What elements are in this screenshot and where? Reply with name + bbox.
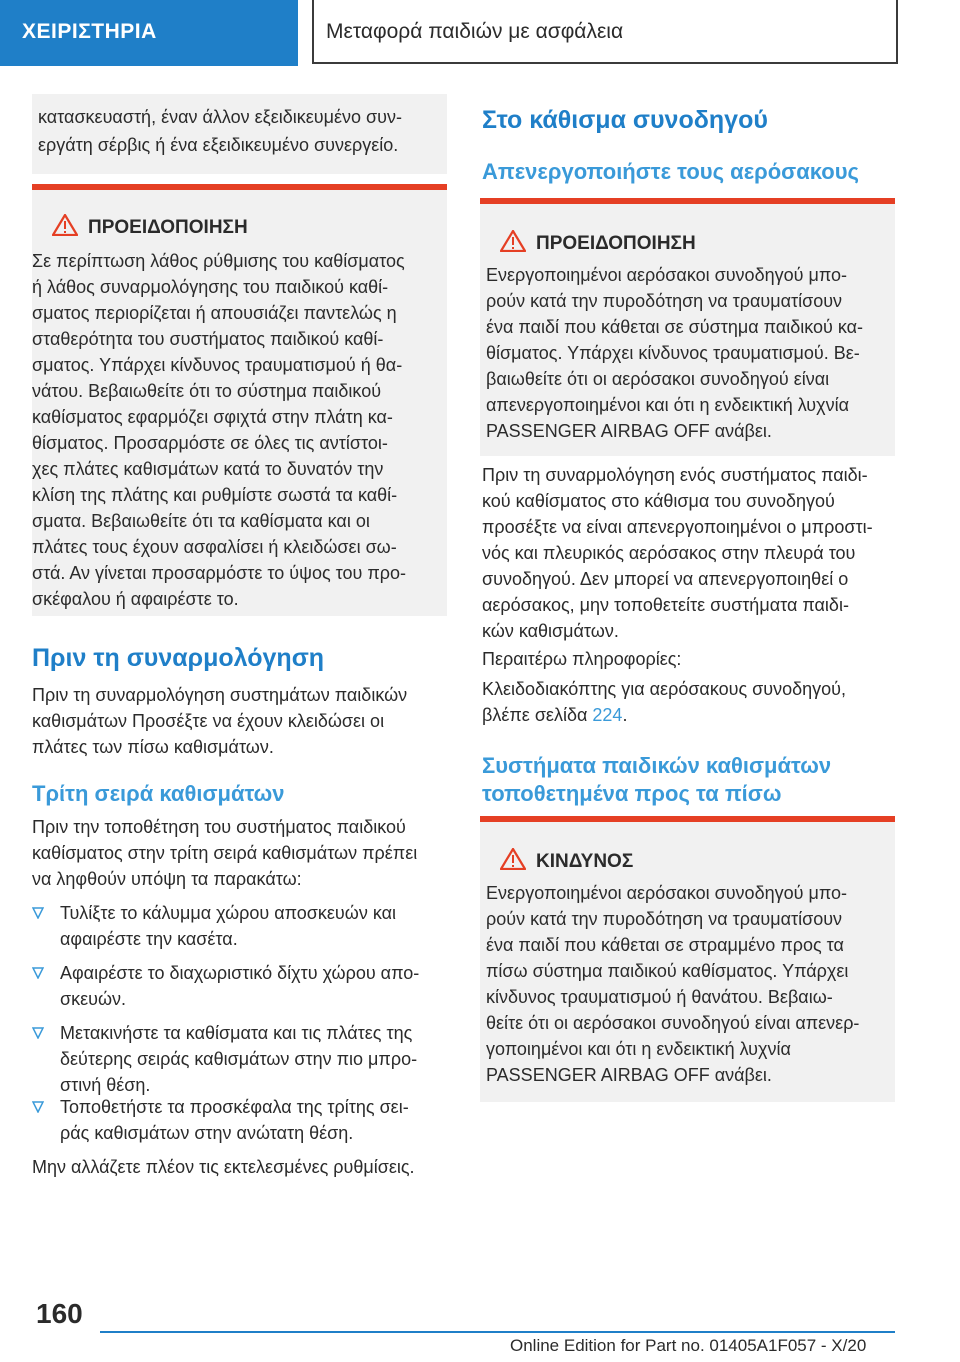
warning-line: θίσματος. Υπάρχει κίνδυνος τραυματισμού. Βε-: [486, 343, 860, 363]
body-line: προσέξτε να είναι απενεργοποιημένοι ο μπροστι-: [482, 517, 873, 537]
warning-triangle-icon: [52, 214, 78, 236]
warning-line: Σε περίπτωση λάθος ρύθμισης του καθίσματος: [32, 251, 405, 271]
heading-deactivate-airbags: Απενεργοποιήστε τους αερόσακους: [482, 159, 859, 184]
assembly-line-2: καθισμάτων Προσέξτε να έχουν κλειδώσει οι: [32, 711, 385, 731]
warning-triangle-icon: [500, 230, 526, 252]
switch-line-1: Κλειδοδιακόπτης για αερόσακους συνοδηγού,: [482, 679, 846, 699]
warning-line: χες πλάτες καθισμάτων κατά το δυνατόν την: [32, 459, 384, 479]
heading-rear-facing-1: Συστήματα παιδικών καθισμάτων: [482, 753, 832, 778]
third-row-line-1: Πριν την τοποθέτηση του συστήματος παιδικού: [32, 817, 406, 837]
warning-line: στά. Αν γίνεται προσαρμόστε το ύψος του προ-: [32, 563, 407, 583]
bullet-triangle-icon: [32, 907, 44, 919]
warning-line: κλίση της πλάτης και ρυθμίστε σωστά τα καθί-: [32, 485, 398, 505]
assembly-line-3: πλάτες των πίσω καθισμάτων.: [32, 737, 274, 757]
footer-divider: [100, 1331, 895, 1333]
page-number: 160: [36, 1298, 83, 1329]
warning-line: σματος. Υπάρχει κίνδυνος τραυματισμού ή θα-: [32, 355, 403, 375]
intro-line-2: εργάτη σέρβις ή ένα εξειδικευμένο συνεργείο.: [38, 135, 399, 155]
danger-line: PASSENGER AIRBAG OFF ανάβει.: [486, 1065, 772, 1085]
heading-rear-facing-2: τοποθετημένα προς τα πίσω: [482, 781, 782, 806]
page-reference-link[interactable]: 224: [592, 705, 623, 725]
warning-line: θίσματος. Προσαρμόστε σε όλες τις αντίστοι-: [32, 433, 388, 453]
switch-line-2: βλέπε σελίδα 224.: [482, 705, 628, 725]
warning-line: Ενεργοποιημένοι αερόσακοι συνοδηγού μπο-: [486, 265, 847, 285]
warning-line: σματος περιορίζεται ή απουσιάζει παντελώς η: [32, 303, 397, 323]
danger-line: γοποιημένοι και ότι η ενδεικτική λυχνία: [486, 1039, 791, 1059]
intro-line-1: κατασκευαστή, έναν άλλον εξειδικευμένο συν-: [38, 107, 402, 127]
warning-line: σματα. Βεβαιωθείτε ότι τα καθίσματα και οι: [32, 511, 370, 531]
warning-title: ΠΡΟΕΙΔΟΠΟΙΗΣΗ: [52, 214, 248, 239]
warning-line: νάτου. Βεβαιωθείτε ότι το σύστημα παιδικού: [32, 381, 382, 401]
heading-third-row: Τρίτη σειρά καθισμάτων: [32, 781, 285, 806]
warning-line: καθίσματος εφαρμόζει σφιχτά στην πλάτη κα-: [32, 407, 393, 427]
warning-line: απενεργοποιημένοι και ότι η ενδεικτική λυχνία: [486, 395, 849, 415]
danger-line: ρούν κατά την πυροδότηση να τραυματίσουν: [486, 909, 843, 929]
heading-before-assembly: Πριν τη συναρμολόγηση: [32, 644, 325, 672]
body-line: κού καθίσματος στο κάθισμα του συνοδηγού: [482, 491, 835, 511]
warning-triangle-icon: [500, 848, 526, 870]
warning-line: σταθερότητα του συστήματος παιδικού καθί-: [32, 329, 384, 349]
body-line: συνοδηγού. Δεν μπορεί να απενεργοποιηθεί ο: [482, 569, 849, 589]
assembly-line-1: Πριν τη συναρμολόγηση συστημάτων παιδικών: [32, 685, 408, 705]
more-info-label: Περαιτέρω πληροφορίες:: [482, 649, 682, 669]
body-line: αερόσακος, μην τοποθετείτε συστήματα παιδι-: [482, 595, 849, 615]
bullet-triangle-icon: [32, 967, 44, 979]
third-row-line-3: να ληφθούν υπόψη τα παρακάτω:: [32, 869, 302, 889]
danger-box: [480, 816, 895, 1102]
body-line: Πριν τη συναρμολόγηση ενός συστήματος παιδι-: [482, 465, 868, 485]
danger-title: ΚΙΝΔΥΝΟΣ: [500, 848, 633, 873]
danger-line: ένα παιδί που κάθεται σε στραμμένο προς τα: [486, 935, 844, 955]
bullet-triangle-icon: [32, 1101, 44, 1113]
section-tab: [0, 0, 298, 66]
third-row-line-2: καθίσματος στην τρίτη σειρά καθισμάτων πρέπει: [32, 843, 418, 863]
warning-line: βαιωθείτε ότι οι αερόσακοι συνοδηγού είναι: [486, 369, 830, 389]
chapter-tab: [312, 0, 898, 64]
page-header: [0, 0, 960, 66]
danger-line: πίσω σύστημα παιδικού καθίσματος. Υπάρχει: [486, 961, 849, 981]
warning-line: ή λάθος συναρμολόγησης του παιδικού καθί-: [32, 277, 389, 297]
section-title: ΧΕΙΡΙΣΤΗΡΙΑ: [22, 20, 157, 43]
warning-line: πλάτες τους έχουν ασφαλίσει ή κλειδώσει σω-: [32, 537, 397, 557]
body-line: κών καθισμάτων.: [482, 621, 619, 641]
warning-title: ΠΡΟΕΙΔΟΠΟΙΗΣΗ: [500, 230, 696, 255]
footer-edition: Online Edition for Part no. 01405A1F057 - X/20: [510, 1336, 867, 1355]
warning-box: [480, 198, 895, 456]
danger-line: Ενεργοποιημένοι αερόσακοι συνοδηγού μπο-: [486, 883, 847, 903]
closing-text: Μην αλλάζετε πλέον τις εκτελεσμένες ρυθμίσεις.: [32, 1157, 415, 1177]
chapter-title: Μεταφορά παιδιών με ασφάλεια: [326, 20, 624, 43]
warning-box: [32, 184, 447, 616]
danger-line: κίνδυνος τραυματισμού ή θανάτου. Βεβαιω-: [486, 987, 833, 1007]
warning-line: PASSENGER AIRBAG OFF ανάβει.: [486, 421, 772, 441]
bullet-triangle-icon: [32, 1027, 44, 1039]
danger-line: θείτε ότι οι αερόσακοι συνοδηγού είναι απενερ-: [486, 1013, 860, 1033]
body-line: νός και πλευρικός αερόσακος στην πλευρά του: [482, 543, 856, 563]
intro-box: [32, 94, 447, 174]
heading-passenger-seat: Στο κάθισμα συνοδηγού: [482, 106, 768, 134]
warning-line: ένα παιδί που κάθεται σε σύστημα παιδικού κα-: [486, 317, 864, 337]
warning-line: ρούν κατά την πυροδότηση να τραυματίσουν: [486, 291, 843, 311]
warning-line: σκέφαλου ή αφαιρέστε το.: [32, 589, 239, 609]
